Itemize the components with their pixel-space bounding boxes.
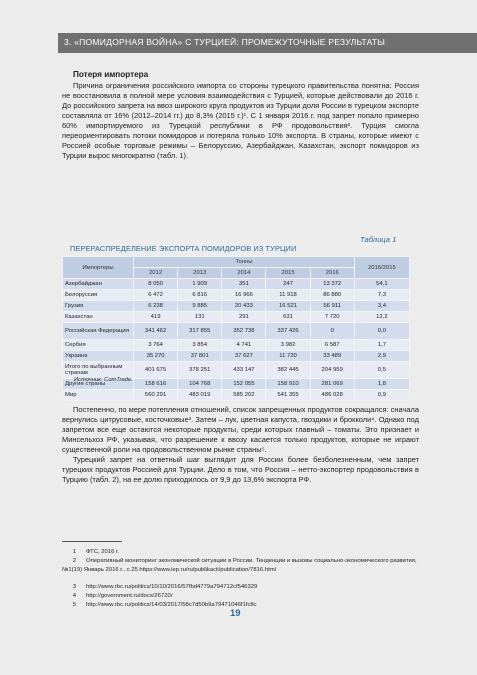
- table-cell: 419: [134, 312, 178, 323]
- table-cell: 341 462: [134, 323, 178, 340]
- table-cell: 0: [310, 323, 354, 340]
- paragraph: Причина ограничения российского импорта со стороны турецкого правительства понятна: Россия не восстановила в полной мере условия взаимодействия с Турцией, которые действовали до 2016 г. До российского запрета на ввоз широкого круга продуктов из Турции доля России в турецком экспорте составляла от 16% (2012–2014 гг.) до 8,3% (2015 г.)¹. С 1 января 2016 г. под запрет попало примерно 60% импортируемого из Турецкой республики в РФ продовольствия². Турция смогла переориентировать потоки помидоров и потеряла только 10% экспорта. В страны, которые имеют с Россией особые торговые режимы – Белоруссию, Азербайджан, Казахстан, экспорт помидоров из Турции вырос многократно (табл. 1).: [62, 81, 419, 161]
- table-cell: 352 738: [222, 323, 266, 340]
- table-cell: 486 028: [310, 390, 354, 401]
- table-cell: 585 202: [222, 390, 266, 401]
- table-cell: 3 854: [178, 340, 222, 351]
- row-label: Сербия: [63, 340, 134, 351]
- table-cell: 6 238: [134, 301, 178, 312]
- table-cell: 2,9: [354, 351, 409, 362]
- row-label: Белоруссия: [63, 290, 134, 301]
- table-cell: 631: [266, 312, 310, 323]
- table-cell: 351: [222, 279, 266, 290]
- table-cell: 16 966: [222, 290, 266, 301]
- intro-paragraphs: [62, 81, 419, 161]
- table-cell: 54,1: [354, 279, 409, 290]
- chapter-header-title: 3. «ПОМИДОРНАЯ ВОЙНА» С ТУРЦИЕЙ: ПРОМЕЖУТОЧНЫЕ РЕЗУЛЬТАТЫ: [64, 37, 386, 47]
- year-header: 2013: [178, 268, 222, 279]
- table-cell: 3,4: [354, 301, 409, 312]
- table-row: [63, 340, 410, 351]
- body-paragraphs: [62, 405, 419, 485]
- paragraph: Постепенно, по мере потепления отношений, список запрещенных продуктов сокращался: сначала вернулись цитрусовые, косточковые³. Затем – лук, цветная капуста, гвоздики и брокколи⁴. Однако под запретом все еще остаются некоторые продукты, среди которых главный – томаты. Это признает и Минсельхоз РФ, указывая, что разрешение к ввозу касается только продуктов, которые не играют существенной роли на продовольственном рынке страны⁵.: [62, 405, 419, 455]
- footnote: [62, 548, 422, 557]
- table-cell: 33 489: [310, 351, 354, 362]
- table-cell: 11 918: [266, 290, 310, 301]
- table-cell: 35 270: [134, 351, 178, 362]
- table-cell: 104 768: [178, 379, 222, 390]
- row-label: Азербайджан: [63, 279, 134, 290]
- year-header: 2014: [222, 268, 266, 279]
- table-cell: 6 472: [134, 290, 178, 301]
- table-cell: 9 885: [178, 301, 222, 312]
- year-header: 2012: [134, 268, 178, 279]
- table-cell: 3 982: [266, 340, 310, 351]
- table-cell: 401 675: [134, 362, 178, 379]
- table-cell: 0,9: [354, 390, 409, 401]
- footnote-number: 3: [72, 584, 76, 590]
- row-label: Украина: [63, 351, 134, 362]
- footnote-number: 1: [72, 549, 76, 555]
- row-label: Российская Федерация: [63, 323, 134, 340]
- footnote-text: http://www.rbc.ru/politics/14/03/2017/58c7d50b9a79471046f1fc8c: [86, 602, 257, 608]
- table-cell: 382 445: [266, 362, 310, 379]
- row-label: Казахстан: [63, 312, 134, 323]
- table-cell: 16 521: [266, 301, 310, 312]
- table-cell: 7,3: [354, 290, 409, 301]
- table-cell: 281 069: [310, 379, 354, 390]
- table-cell: 13 372: [310, 279, 354, 290]
- row-label: Грузия: [63, 301, 134, 312]
- footnote: [62, 601, 422, 610]
- table-row: [63, 351, 410, 362]
- table-cell: 1 909: [178, 279, 222, 290]
- table-cell: 11 720: [266, 351, 310, 362]
- table-source: Источник: ComTrade.: [74, 377, 133, 383]
- footnote-text: http://www.rbc.ru/politics/10/10/2016/57fbd4779a794712cf546329: [86, 584, 258, 590]
- table-cell: 56 911: [310, 301, 354, 312]
- table-cell: 7 720: [310, 312, 354, 323]
- footnote-number: 4: [72, 593, 76, 599]
- table-row: [63, 301, 410, 312]
- footnote-number: 5: [72, 602, 76, 608]
- table-cell: 4 741: [222, 340, 266, 351]
- row-label: Другие страны: [63, 379, 134, 390]
- table-cell: 1,7: [354, 340, 409, 351]
- table-cell: 131: [178, 312, 222, 323]
- year-header: 2016: [310, 268, 354, 279]
- paragraph: Турецкий запрет на ответный шаг выглядит для России более безболезненным, чем запрет турецких продуктов Россией для Турции. Дело в том, что Россия – нетто-экспортер продовольствия в Турцию (табл. 2), на ее долю приходилось от 9,9 до 13,6% экспорта РФ.: [62, 455, 419, 485]
- footnote: [62, 557, 422, 574]
- table-cell: 20 433: [222, 301, 266, 312]
- table-cell: 6 816: [178, 290, 222, 301]
- year-header: 2015: [266, 268, 310, 279]
- header-ratio: 2016/2015: [354, 257, 409, 279]
- table-row: [63, 279, 410, 290]
- table-cell: 152 055: [222, 379, 266, 390]
- header-importers: Импортеры: [63, 257, 134, 279]
- table-cell: 0,5: [354, 362, 409, 379]
- footnote: [62, 592, 422, 601]
- table-cell: 37 627: [222, 351, 266, 362]
- table-cell: 541 355: [266, 390, 310, 401]
- table-cell: 8 050: [134, 279, 178, 290]
- table-cell: 337 426: [266, 323, 310, 340]
- section-title: Потеря импортера: [73, 70, 149, 79]
- table-cell: 37 801: [178, 351, 222, 362]
- table-cell: 378 251: [178, 362, 222, 379]
- row-label: Итого по выбранным странам: [63, 362, 134, 379]
- table-cell: 86 880: [310, 290, 354, 301]
- table-cell: 204 959: [310, 362, 354, 379]
- footnote-text: ФТС, 2016 г.: [86, 549, 120, 555]
- table-row: [63, 362, 410, 379]
- footnote-text: http://government.ru/docs/26720/: [86, 593, 173, 599]
- table-cell: 247: [266, 279, 310, 290]
- table-cell: 3 764: [134, 340, 178, 351]
- table-row: [63, 323, 410, 340]
- table-cell: 483 019: [178, 390, 222, 401]
- table-cell: 0,0: [354, 323, 409, 340]
- table-row: [63, 390, 410, 401]
- table-cell: 291: [222, 312, 266, 323]
- table-number: Таблица 1: [360, 235, 397, 244]
- table-row: [63, 312, 410, 323]
- table-cell: 6 587: [310, 340, 354, 351]
- table-row: [63, 290, 410, 301]
- table-cell: 1,8: [354, 379, 409, 390]
- table-cell: 12,2: [354, 312, 409, 323]
- header-tonnes: Тонны: [134, 257, 355, 268]
- table-cell: 560 291: [134, 390, 178, 401]
- footnote-number: 2: [72, 558, 76, 564]
- table-cell: 158 910: [266, 379, 310, 390]
- footnote-text: Оперативный мониторинг экономической ситуации в России. Тенденции и вызовы социально-экономического развития, №1(19) Январь 2016 г., с.25 https://www.iep.ru/ru/publikacii/publication/7816.html: [62, 558, 417, 573]
- footnote: [62, 583, 422, 592]
- table-cell: 433 147: [222, 362, 266, 379]
- table-cell: 158 616: [134, 379, 178, 390]
- footnote-separator: [62, 541, 122, 542]
- row-label: Мир: [63, 390, 134, 401]
- table-cell: 317 855: [178, 323, 222, 340]
- page-number: 19: [230, 608, 241, 619]
- table-title: ПЕРЕРАСПРЕДЕЛЕНИЕ ЭКСПОРТА ПОМИДОРОВ ИЗ ТУРЦИИ: [70, 244, 297, 253]
